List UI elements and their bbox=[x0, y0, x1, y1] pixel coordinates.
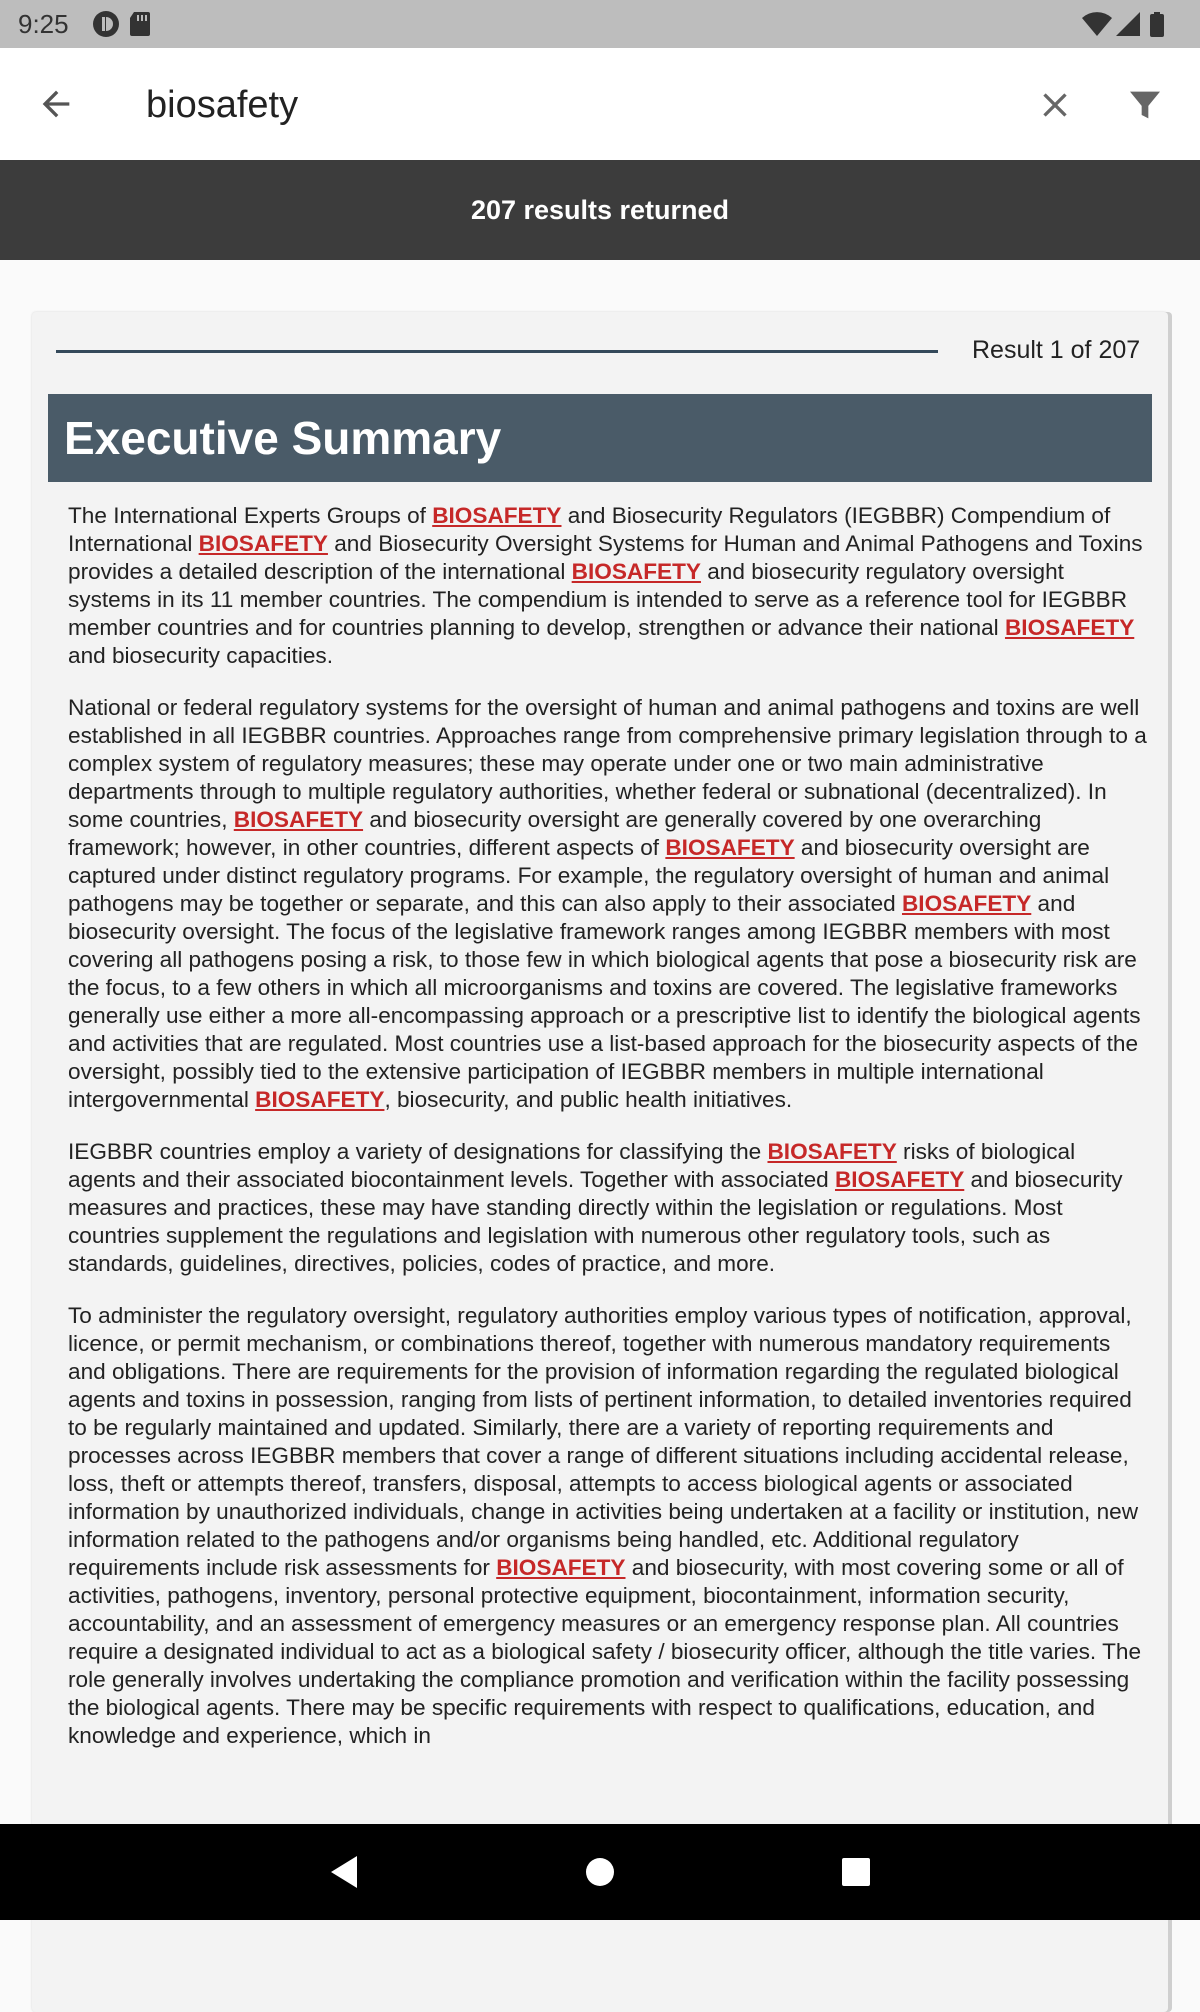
wifi-icon bbox=[1082, 12, 1112, 36]
circle-status-icon bbox=[93, 11, 119, 37]
filter-icon bbox=[1125, 85, 1165, 125]
result-paragraph: To administer the regulatory oversight, regulatory authorities employ various types of notification, approval, licence, or permit mechanism, or combinations thereof, together with numerous mandatory requirements and obligations. There are requirements for the provision of information regarding the regulated biological agents and toxins in possession, ranging from lists of pertinent information, to detailed inventories required to be regularly maintained and updated. Similarly, there are a variety of reporting requirements and processes across IEGBBR members that cover a range of different situations including accidental release, loss, theft or attempts thereof, transfers, disposal, attempts to access biological agents or associated information by unauthorized individuals, change in activities being undertaken at a facility or institution, new information related to the pathogens and/or organisms being handled, etc. Additional regulatory requirements include risk assessments for BIOSAFETY and biosecurity, with most covering some or all of activities, pathogens, inventory, personal protective equipment, biocontainment, information security, accountability, and an assessment of emergency measures or an emergency response plan. All countries require a designated individual to act as a biological safety / biosecurity officer, although the title varies. The role generally involves undertaking the compliance promotion and verification within the facility possessing the biological agents. There may be specific requirements with respect to qualifications, education, and knowledge and experience, which in bbox=[68, 1303, 1142, 1748]
search-highlight: BIOSAFETY bbox=[233, 807, 364, 832]
status-icons-left bbox=[92, 10, 162, 38]
section-title: Executive Summary bbox=[48, 394, 1152, 482]
nav-home-button[interactable] bbox=[576, 1848, 624, 1896]
result-paragraph: National or federal regulatory systems for the oversight of human and animal pathogens and toxins are well established in all IEGBBR countries. Approaches range from comprehensive primary legislation through to a complex system of regulatory measures; these may operate under one or two main administrative departments through to multiple regulatory authorities, whether federal or subnational (decentralized). In some countries, BIOSAFETY and biosecurity oversight are generally covered by one overarching framework; however, in other countries, different aspects of BIOSAFETY and biosecurity oversight are captured under distinct regulatory programs. For example, the regulatory oversight of human and animal pathogens may be together or separate, and this can also apply to their associated BIOSAFETY and biosecurity oversight. The focus of the legislative framework ranges among IEGBBR members with most covering all pathogens posing a risk, to those few in which biological agents that pose a biosecurity risk are the focus, to a few others in which all microorganisms and toxins are covered. The legislative frameworks generally use either a more all-encompassing approach or a prescriptive list to identify the biological agents and activities that are regulated. Most countries use a list-based approach for the biosecurity aspects of the oversight, possibly tied to the extensive participation of IEGBBR members in multiple international intergovernmental BIOSAFETY, biosecurity, and public health initiatives. bbox=[68, 695, 1147, 1112]
system-nav-bar bbox=[0, 1824, 1200, 1920]
result-position-label: Result 1 of 207 bbox=[972, 336, 1141, 364]
close-icon bbox=[1035, 85, 1075, 125]
nav-recents-icon bbox=[841, 1857, 871, 1887]
search-app-bar bbox=[0, 48, 1200, 160]
result-body bbox=[68, 502, 1148, 1774]
sd-card-icon bbox=[130, 12, 150, 36]
battery-icon bbox=[1150, 12, 1164, 37]
search-input[interactable] bbox=[144, 74, 968, 136]
result-card[interactable] bbox=[32, 312, 1168, 2012]
result-divider bbox=[56, 350, 938, 353]
nav-home-icon bbox=[584, 1856, 616, 1888]
search-highlight: BIOSAFETY bbox=[1004, 615, 1135, 640]
clear-search-button[interactable] bbox=[1026, 76, 1084, 134]
results-count-banner bbox=[0, 160, 1200, 260]
search-highlight: BIOSAFETY bbox=[198, 531, 328, 556]
status-time: 9:25 bbox=[18, 9, 69, 39]
search-highlight: BIOSAFETY bbox=[496, 1555, 626, 1580]
nav-recents-button[interactable] bbox=[832, 1848, 880, 1896]
search-highlight: BIOSAFETY bbox=[432, 503, 562, 528]
results-count-text: 207 results returned bbox=[470, 194, 730, 225]
search-highlight: BIOSAFETY bbox=[255, 1087, 385, 1112]
search-highlight: BIOSAFETY bbox=[571, 559, 701, 584]
filter-button[interactable] bbox=[1116, 76, 1174, 134]
nav-back-button[interactable] bbox=[320, 1848, 368, 1896]
arrow-back-icon bbox=[36, 84, 76, 124]
result-paragraph: IEGBBR countries employ a variety of designations for classifying the BIOSAFETY risks of biological agents and their associated biocontainment levels. Together with associated BIOSAFETY and biosecurity measures and practices, these may have standing directly within the legislation or regulations. Most countries supplement the regulations and legislation with numerous other regulatory tools, such as standards, guidelines, directives, policies, codes of practice, and more. bbox=[68, 1139, 1123, 1276]
search-highlight: BIOSAFETY bbox=[834, 1167, 965, 1192]
back-button[interactable] bbox=[28, 76, 84, 132]
result-paragraph: The International Experts Groups of BIOSAFETY and Biosecurity Regulators (IEGBBR) Compendium of International BIOSAFETY and Biosecurity Oversight Systems for Human and Animal Pathogens and Toxins provides a detailed description of the international BIOSAFETY and biosecurity regulatory oversight systems in its 11 member countries. The compendium is intended to serve as a reference tool for IEGBBR member countries and for countries planning to develop, strengthen or advance their national BIOSAFETY and biosecurity capacities. bbox=[68, 503, 1143, 668]
status-bar bbox=[0, 0, 1200, 48]
status-icons-right bbox=[1080, 10, 1176, 38]
search-highlight: BIOSAFETY bbox=[901, 891, 1032, 916]
search-highlight: BIOSAFETY bbox=[767, 1139, 897, 1164]
cellular-signal-icon bbox=[1116, 12, 1140, 36]
nav-back-icon bbox=[327, 1854, 361, 1890]
search-highlight: BIOSAFETY bbox=[665, 835, 795, 860]
